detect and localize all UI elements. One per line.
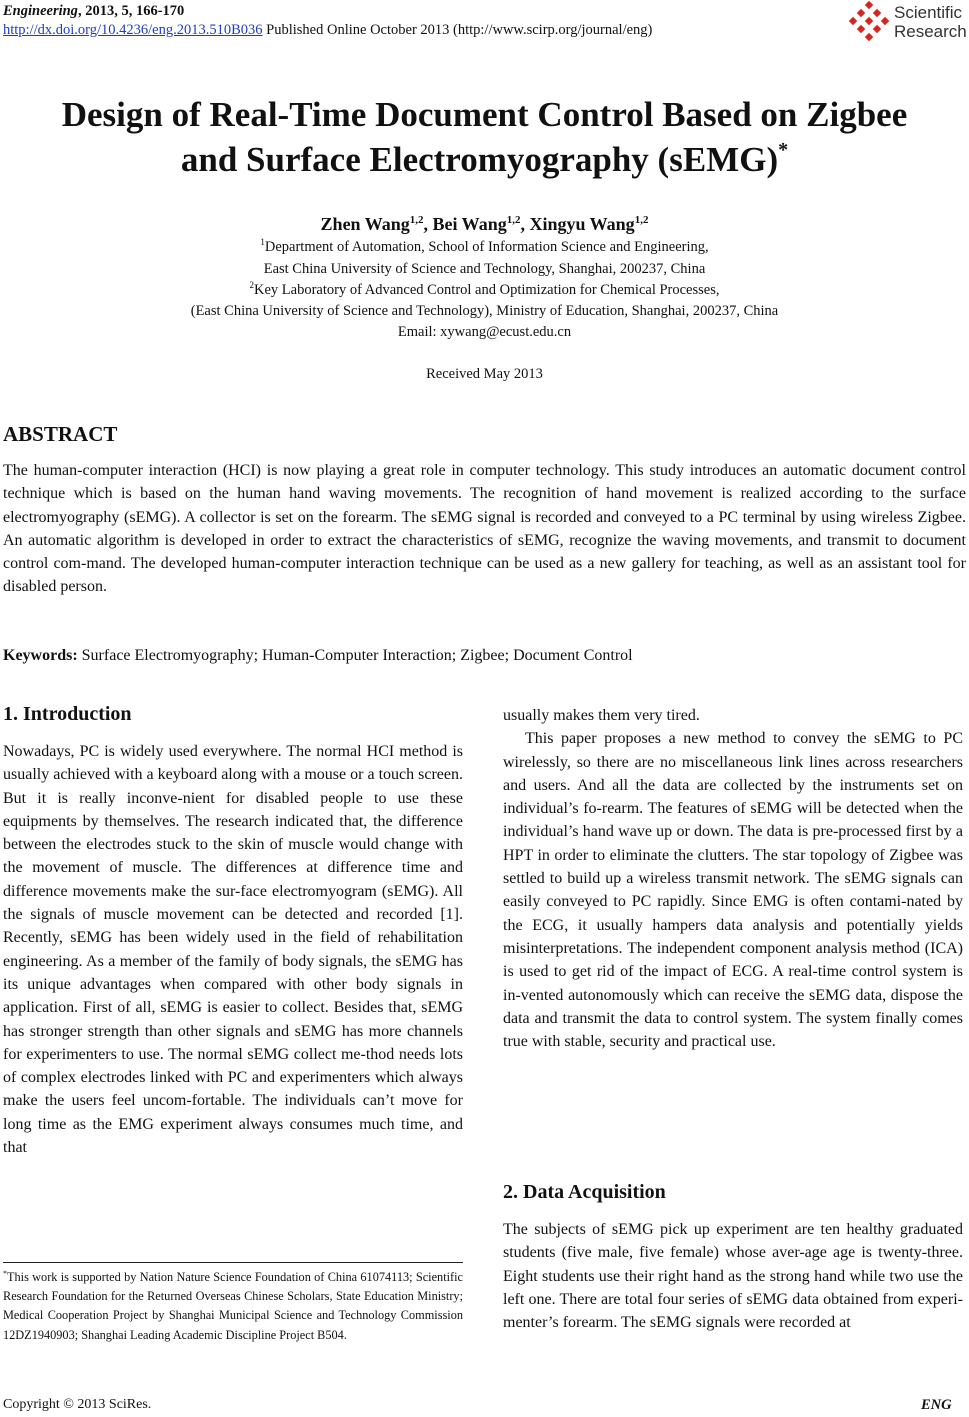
author-3: Xingyu Wang xyxy=(529,214,635,234)
affiliation-1-line-2: East China University of Science and Technology, Shanghai, 200237, China xyxy=(263,261,706,277)
copyright-footer: Copyright © 2013 SciRes. xyxy=(3,1397,152,1412)
abstract-heading: ABSTRACT xyxy=(3,422,118,446)
author-email: Email: xywang@ecust.edu.cn xyxy=(397,324,572,340)
intro-paragraph-1-continued: usually makes them very tired. xyxy=(503,707,700,724)
title-line-1: Design of Real-Time Document Control Based on Zigbee xyxy=(61,95,908,134)
published-online: Published Online October 2013 (http://www.scirp.org/journal/eng) xyxy=(262,22,653,38)
author-2-affil: 1,2 xyxy=(506,214,521,226)
paper-title xyxy=(0,92,969,182)
introduction-column-1 xyxy=(3,740,463,1159)
journal-abbreviation: ENG xyxy=(921,1397,952,1413)
author-1: Zhen Wang xyxy=(320,214,410,234)
footnote-mark: * xyxy=(3,1269,7,1278)
doi-link[interactable]: http://dx.doi.org/10.4236/eng.2013.510B036 xyxy=(3,22,263,38)
section-heading-data-acquisition: 2. Data Acquisition xyxy=(503,1181,666,1203)
keywords xyxy=(3,644,966,667)
keywords-label: Keywords: xyxy=(3,647,78,664)
author-2: Bei Wang xyxy=(432,214,507,234)
journal-citation xyxy=(3,2,184,20)
doi-line xyxy=(3,21,652,39)
author-1-affil: 1,2 xyxy=(409,214,424,226)
logo-line-scientific: Scientific xyxy=(894,3,963,22)
title-footnote-mark: * xyxy=(778,139,789,161)
intro-paragraph-1: Nowadays, PC is widely used everywhere. The normal HCI method is usually achieved with a keyboard along with a mouse or a touch screen. But it is really inconve-nient for disabled people to use these equipments by themselves. The research indicated that, the difference between the electrodes stuck to the skin of muscle would change with the movement of muscle. The differences at difference time and difference movements make the sur-face electromyogram (sEMG). All the signals of muscle movement can be detected and recorded [1]. Recently, sEMG has been widely used in the field of rehabilitation engineering. As a member of the family of body signals, the sEMG has its unique advantages when compared with other body signals in application. First of all, sEMG is easier to collect. Besides that, sEMG has stronger strength than other signals and sEMG has more channels for experimenters to use. The normal sEMG collect me-thod needs lots of complex electrodes linked with PC and experimenters which always make the users feel uncom-fortable. The individuals can’t move for long time as the EMG experiment always consumes much time, and that xyxy=(3,743,463,1157)
abstract-text: The human-computer interaction (HCI) is now playing a great role in computer technology. This study introduces an automatic document control technique which is based on the human hand waving movements. The recognition of hand movement is realized according to the surface electromyography (sEMG). A collector is set on the forearm. The sEMG signal is recorded and conveyed to a PC terminal by using wireless Zigbee. An automatic algorithm is developed in order to extract the characteristics of sEMG, recognize the waving movements, and transmit to document control com-mand. The developed human-computer interaction technique can be used as a new gallery for teaching, as well as an assistant tool for disabled person. xyxy=(3,462,966,596)
volume-info: , 2013, 5, 166-170 xyxy=(77,3,185,19)
author-3-affil: 1,2 xyxy=(634,214,649,226)
received-date: Received May 2013 xyxy=(426,366,543,382)
logo-line-research: Research xyxy=(894,22,967,41)
journal-name: Engineering xyxy=(3,3,78,19)
affiliation-1-line-1: $^1$Department of Automation, School of Information Science and Engineering, xyxy=(260,237,709,255)
section-heading-introduction: 1. Introduction xyxy=(3,703,132,725)
logo-wordmark xyxy=(894,3,967,41)
funding-footnote: *This work is supported by Nation Nature Science Foundation of China 61074113; Scientific Research Foundation for the Returned Overseas Chinese Scholars, State Education Ministry; Medical Cooperation Project by Shanghai Municipal Science and Technology Commission 12DZ1940903; Shanghai Leading Academic Discipline Project B504. xyxy=(3,1269,463,1342)
author-list: Zhen Wang$^{1,2}$, Bei Wang$^{1,2}$, Xingyu Wang$^{1,2}$ xyxy=(320,214,649,234)
keywords-list: Surface Electromyography; Human-Computer Interaction; Zigbee; Document Control xyxy=(77,647,633,664)
footnote-divider xyxy=(3,1262,463,1263)
intro-paragraph-2: This paper proposes a new method to convey the sEMG to PC wirelessly, so there are no miscellaneous link lines across researchers and users. And all the data are collected by the instruments set on individual’s fo-rearm. The features of sEMG will be detected when the individual’s hand wave up or down. The data is pre-processed first by a HPT in order to eliminate the clutters. The star topology of Zigbee was settled to build up a wireless transmit network. The sEMG signals can easily conveyed to PC rapidly. Since EMG is often contami-nated by the ECG, it usually hampers data analysis and potentially yields misinterpretations. The independent component analysis method (ICA) is used to get rid of the impact of ECG. A real-time control system is in-vented autonomously which can receive the sEMG data, dispose the data and transmit the data to control system. The system finally comes true with stable, security and practical use. xyxy=(503,730,963,1051)
acquisition-paragraph-1: The subjects of sEMG pick up experiment are ten healthy graduated students (five male, five female) whose aver-age age is twenty-three. Eight students use their right hand as the strong hand while two use the left one. There are total four series of sEMG data obtained from experi-menter’s forearm. The sEMG signals were recorded at xyxy=(503,1221,963,1332)
affiliation-2-line-1: $^2$Key Laboratory of Advanced Control and Optimization for Chemical Processes, xyxy=(249,280,720,298)
data-acquisition-column xyxy=(503,1218,963,1334)
title-line-2: and Surface Electromyography (sEMG) xyxy=(180,140,779,179)
affiliation-2-line-2: (East China University of Science and Technology), Ministry of Education, Shanghai, 200237, China xyxy=(190,303,779,319)
logo-diamond-icon xyxy=(848,0,894,44)
introduction-column-2 xyxy=(503,704,963,1053)
